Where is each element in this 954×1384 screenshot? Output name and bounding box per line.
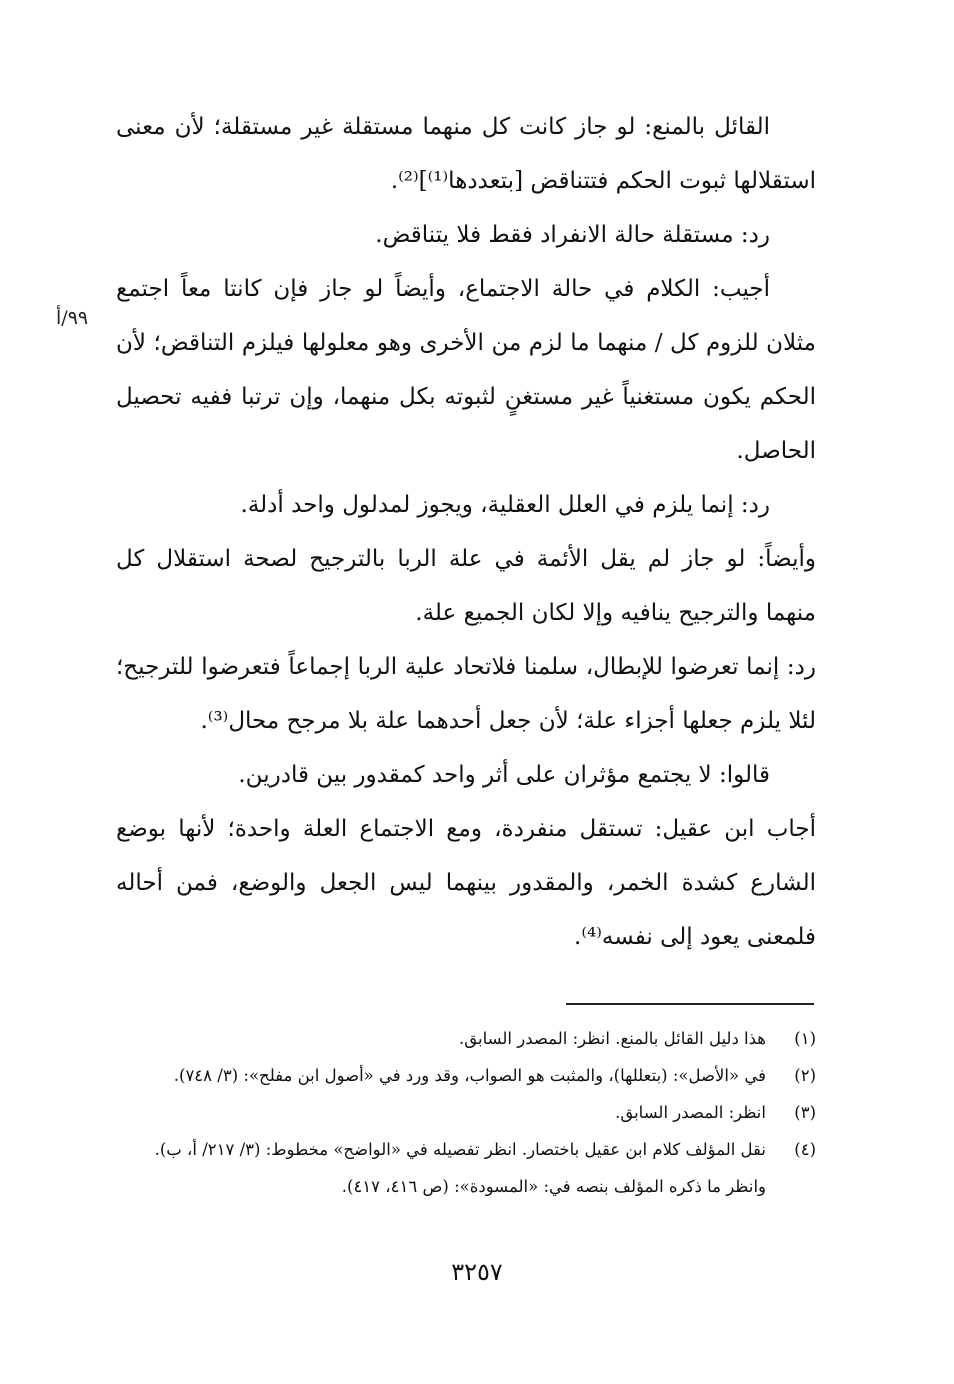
- footnote-text: في «الأصل»: (بتعللها)، والمثبت هو الصواب، وقد ورد في «أصول ابن مفلح»: (٣/ ٧٤٨).: [173, 1066, 766, 1085]
- paragraph: القائل بالمنع: لو جاز كانت كل منهما مستقلة غير مستقلة؛ لأن معنى استقلالها ثبوت الحكم فتتناقض [بتعددها⁽¹⁾]⁽²⁾.: [116, 114, 816, 194]
- paragraph: قالوا: لا يجتمع مؤثران على أثر واحد كمقدور بين قادرين.: [238, 762, 770, 788]
- footnotes: [96, 1020, 816, 1205]
- footnote-text: انظر: المصدر السابق.: [615, 1103, 766, 1122]
- footnote: [96, 1057, 816, 1094]
- footnote: [96, 1020, 816, 1057]
- footnote-number: (٤): [794, 1140, 816, 1159]
- footnote-separator: [566, 1003, 814, 1005]
- footnote: [96, 1094, 816, 1131]
- paragraph: أجاب ابن عقيل: تستقل منفردة، ومع الاجتماع العلة واحدة؛ لأنها بوضع الشارع كشدة الخمر، والمقدور بينهما ليس الجعل والوضع، فمن أحاله فلمعنى يعود إلى نفسه⁽⁴⁾.: [116, 816, 816, 950]
- footnote-number: (١): [794, 1029, 816, 1048]
- paragraph: أجيب: الكلام في حالة الاجتماع، وأيضاً لو جاز فإن كانتا معاً اجتمع مثلان للزوم كل / منهما ما لزم من الأخرى وهو معلولها فيلزم التناقض؛ لأن الحكم يكون مستغنياً غير مستغنٍ لثبوته بكل منهما، وإن ترتبا ففيه تحصيل الحاصل.: [116, 276, 816, 464]
- paragraph: رد: مستقلة حالة الانفراد فقط فلا يتناقض.: [375, 222, 770, 248]
- main-text: [116, 100, 816, 964]
- footnote-text: هذا دليل القائل بالمنع. انظر: المصدر السابق.: [459, 1029, 766, 1048]
- footnote: [96, 1131, 816, 1168]
- paragraph: رد: إنما تعرضوا للإبطال، سلمنا فلاتحاد علية الربا إجماعاً فتعرضوا للترجيح؛ لئلا يلزم جعلها أجزاء علة؛ لأن جعل أحدهما علة بلا مرجح محال⁽³⁾.: [116, 654, 816, 734]
- paragraph: وأيضاً: لو جاز لم يقل الأئمة في علة الربا بالترجيح لصحة استقلال كل منهما والترجيح ينافيه وإلا لكان الجميع علة.: [116, 546, 816, 626]
- footnote-continuation: وانظر ما ذكره المؤلف بنصه في: «المسودة»: (ص ٤١٦، ٤١٧).: [341, 1177, 766, 1196]
- paragraph: رد: إنما يلزم في العلل العقلية، ويجوز لمدلول واحد أدلة.: [240, 492, 770, 518]
- footnote-number: (٢): [794, 1066, 816, 1085]
- footnote-number: (٣): [794, 1103, 816, 1122]
- footnote-text: نقل المؤلف كلام ابن عقيل باختصار. انظر تفصيله في «الواضح» مخطوط: (٣/ ٢١٧/ أ، ب).: [154, 1140, 766, 1159]
- page-number: ٣٢٥٧: [451, 1258, 503, 1286]
- manuscript-folio-note: ٩٩/أ: [56, 307, 89, 329]
